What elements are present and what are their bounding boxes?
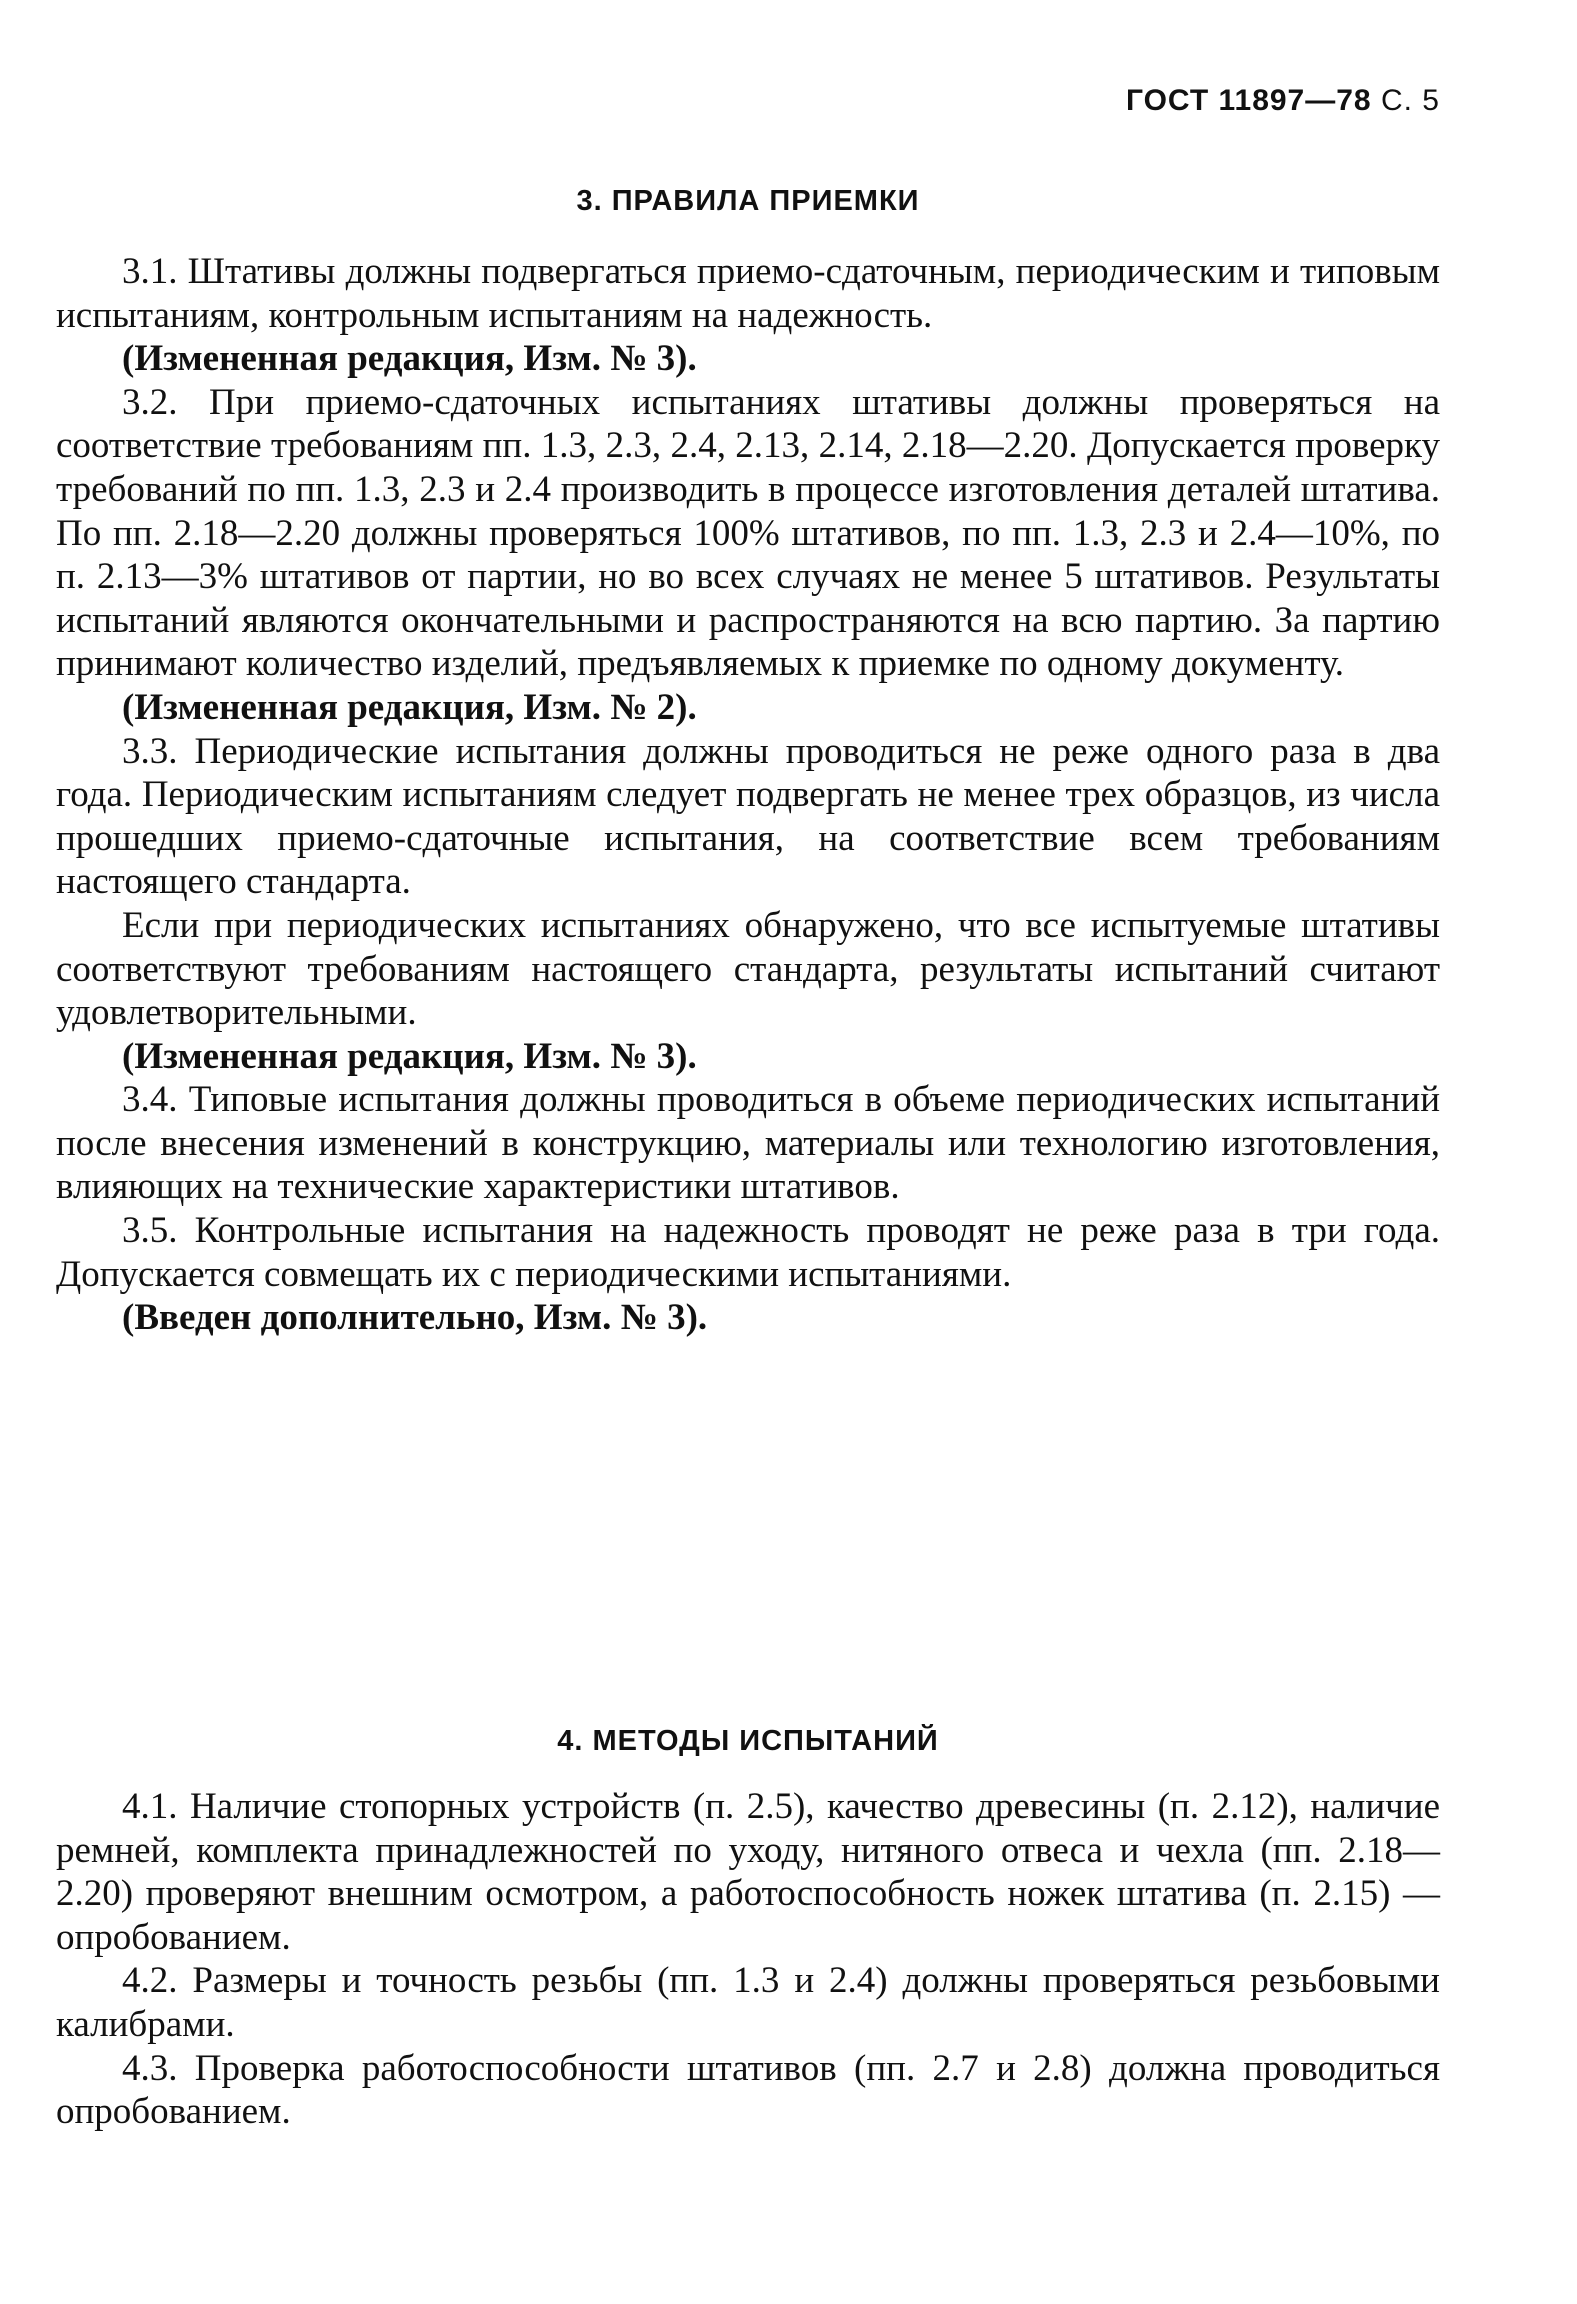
paragraph-3-4: 3.4. Типовые испытания должны проводиться в объеме периодических испытаний после внесения изменений в конструкцию, материалы или технологию изготовления, влияющих на технические характеристики штативов. — [56, 1079, 1440, 1208]
paragraph-3-1: 3.1. Штативы должны подвергаться приемо-сдаточным, периодическим и типовым испытаниям, контрольным испытаниям на надежность. — [56, 251, 1440, 336]
paragraph-4-1: 4.1. Наличие стопорных устройств (п. 2.5), качество древесины (п. 2.12), наличие ремней, комплекта принадлежностей по уходу, нитяного отвеса и чехла (пп. 2.18—2.20) проверяют внешним осмотром, а работоспособность ножек штатива (п. 2.15) — опробованием. — [56, 1786, 1440, 1958]
paragraph-3-3-continued: Если при периодических испытаниях обнаружено, что все испытуемые штативы соответствуют требованиям настоящего стандарта, результаты испытаний считают удовлетворительными. — [56, 904, 1440, 1034]
paragraph-3-3: 3.3. Периодические испытания должны проводиться не реже одного раза в два года. Периодическим испытаниям следует подвергать не менее трех образцов, из числа прошедших приемо-сдаточные испытания, на соответствие всем требованиям настоящего стандарта. — [56, 730, 1440, 903]
paragraph-3-5: 3.5. Контрольные испытания на надежность проводят не реже раза в три года. Допускается совмещать их с периодическими испытаниями. — [56, 1210, 1440, 1295]
paragraph-4-3: 4.3. Проверка работоспособности штативов (пп. 2.7 и 2.8) должна проводиться опробованием. — [56, 2047, 1440, 2133]
page-header — [56, 84, 1440, 118]
section-4-body — [56, 1785, 1440, 2134]
amendment-note-3-1: (Измененная редакция, Изм. № 3). — [122, 338, 697, 380]
section-4-title: 4. МЕТОДЫ ИСПЫТАНИЙ — [557, 1725, 939, 1757]
paragraph-3-2: 3.2. При приемо-сдаточных испытаниях штативы должны проверяться на соответствие требованиям пп. 1.3, 2.3, 2.4, 2.13, 2.14, 2.18—2.20. Допускается проверку требований по пп. 1.3, 2.3 и 2.4 производить в процессе изготовления деталей штатива. По пп. 2.18—2.20 должны проверяться 100% штативов, по пп. 1.3, 2.3 и 2.4—10%, по п. 2.13—3% штативов от партии, но во всех случаях не менее 5 штативов. Результаты испытаний являются окончательными и распространяются на всю партию. За партию принимают количество изделий, предъявляемых к приемке по одному документу. — [56, 381, 1440, 685]
section-3-body — [56, 250, 1440, 1340]
standard-number: ГОСТ 11897—78 — [1125, 84, 1372, 117]
section-3-title: 3. ПРАВИЛА ПРИЕМКИ — [576, 185, 920, 217]
amendment-note-3-2: (Измененная редакция, Изм. № 2). — [122, 686, 697, 728]
amendment-note-3-5: (Введен дополнительно, Изм. № 3). — [122, 1297, 708, 1339]
paragraph-4-2: 4.2. Размеры и точность резьбы (пп. 1.3 и 2.4) должны проверяться резьбовыми калибрами. — [56, 1960, 1440, 2045]
page-number: С. 5 — [1380, 84, 1440, 117]
amendment-note-3-3: (Измененная редакция, Изм. № 3). — [122, 1035, 697, 1077]
